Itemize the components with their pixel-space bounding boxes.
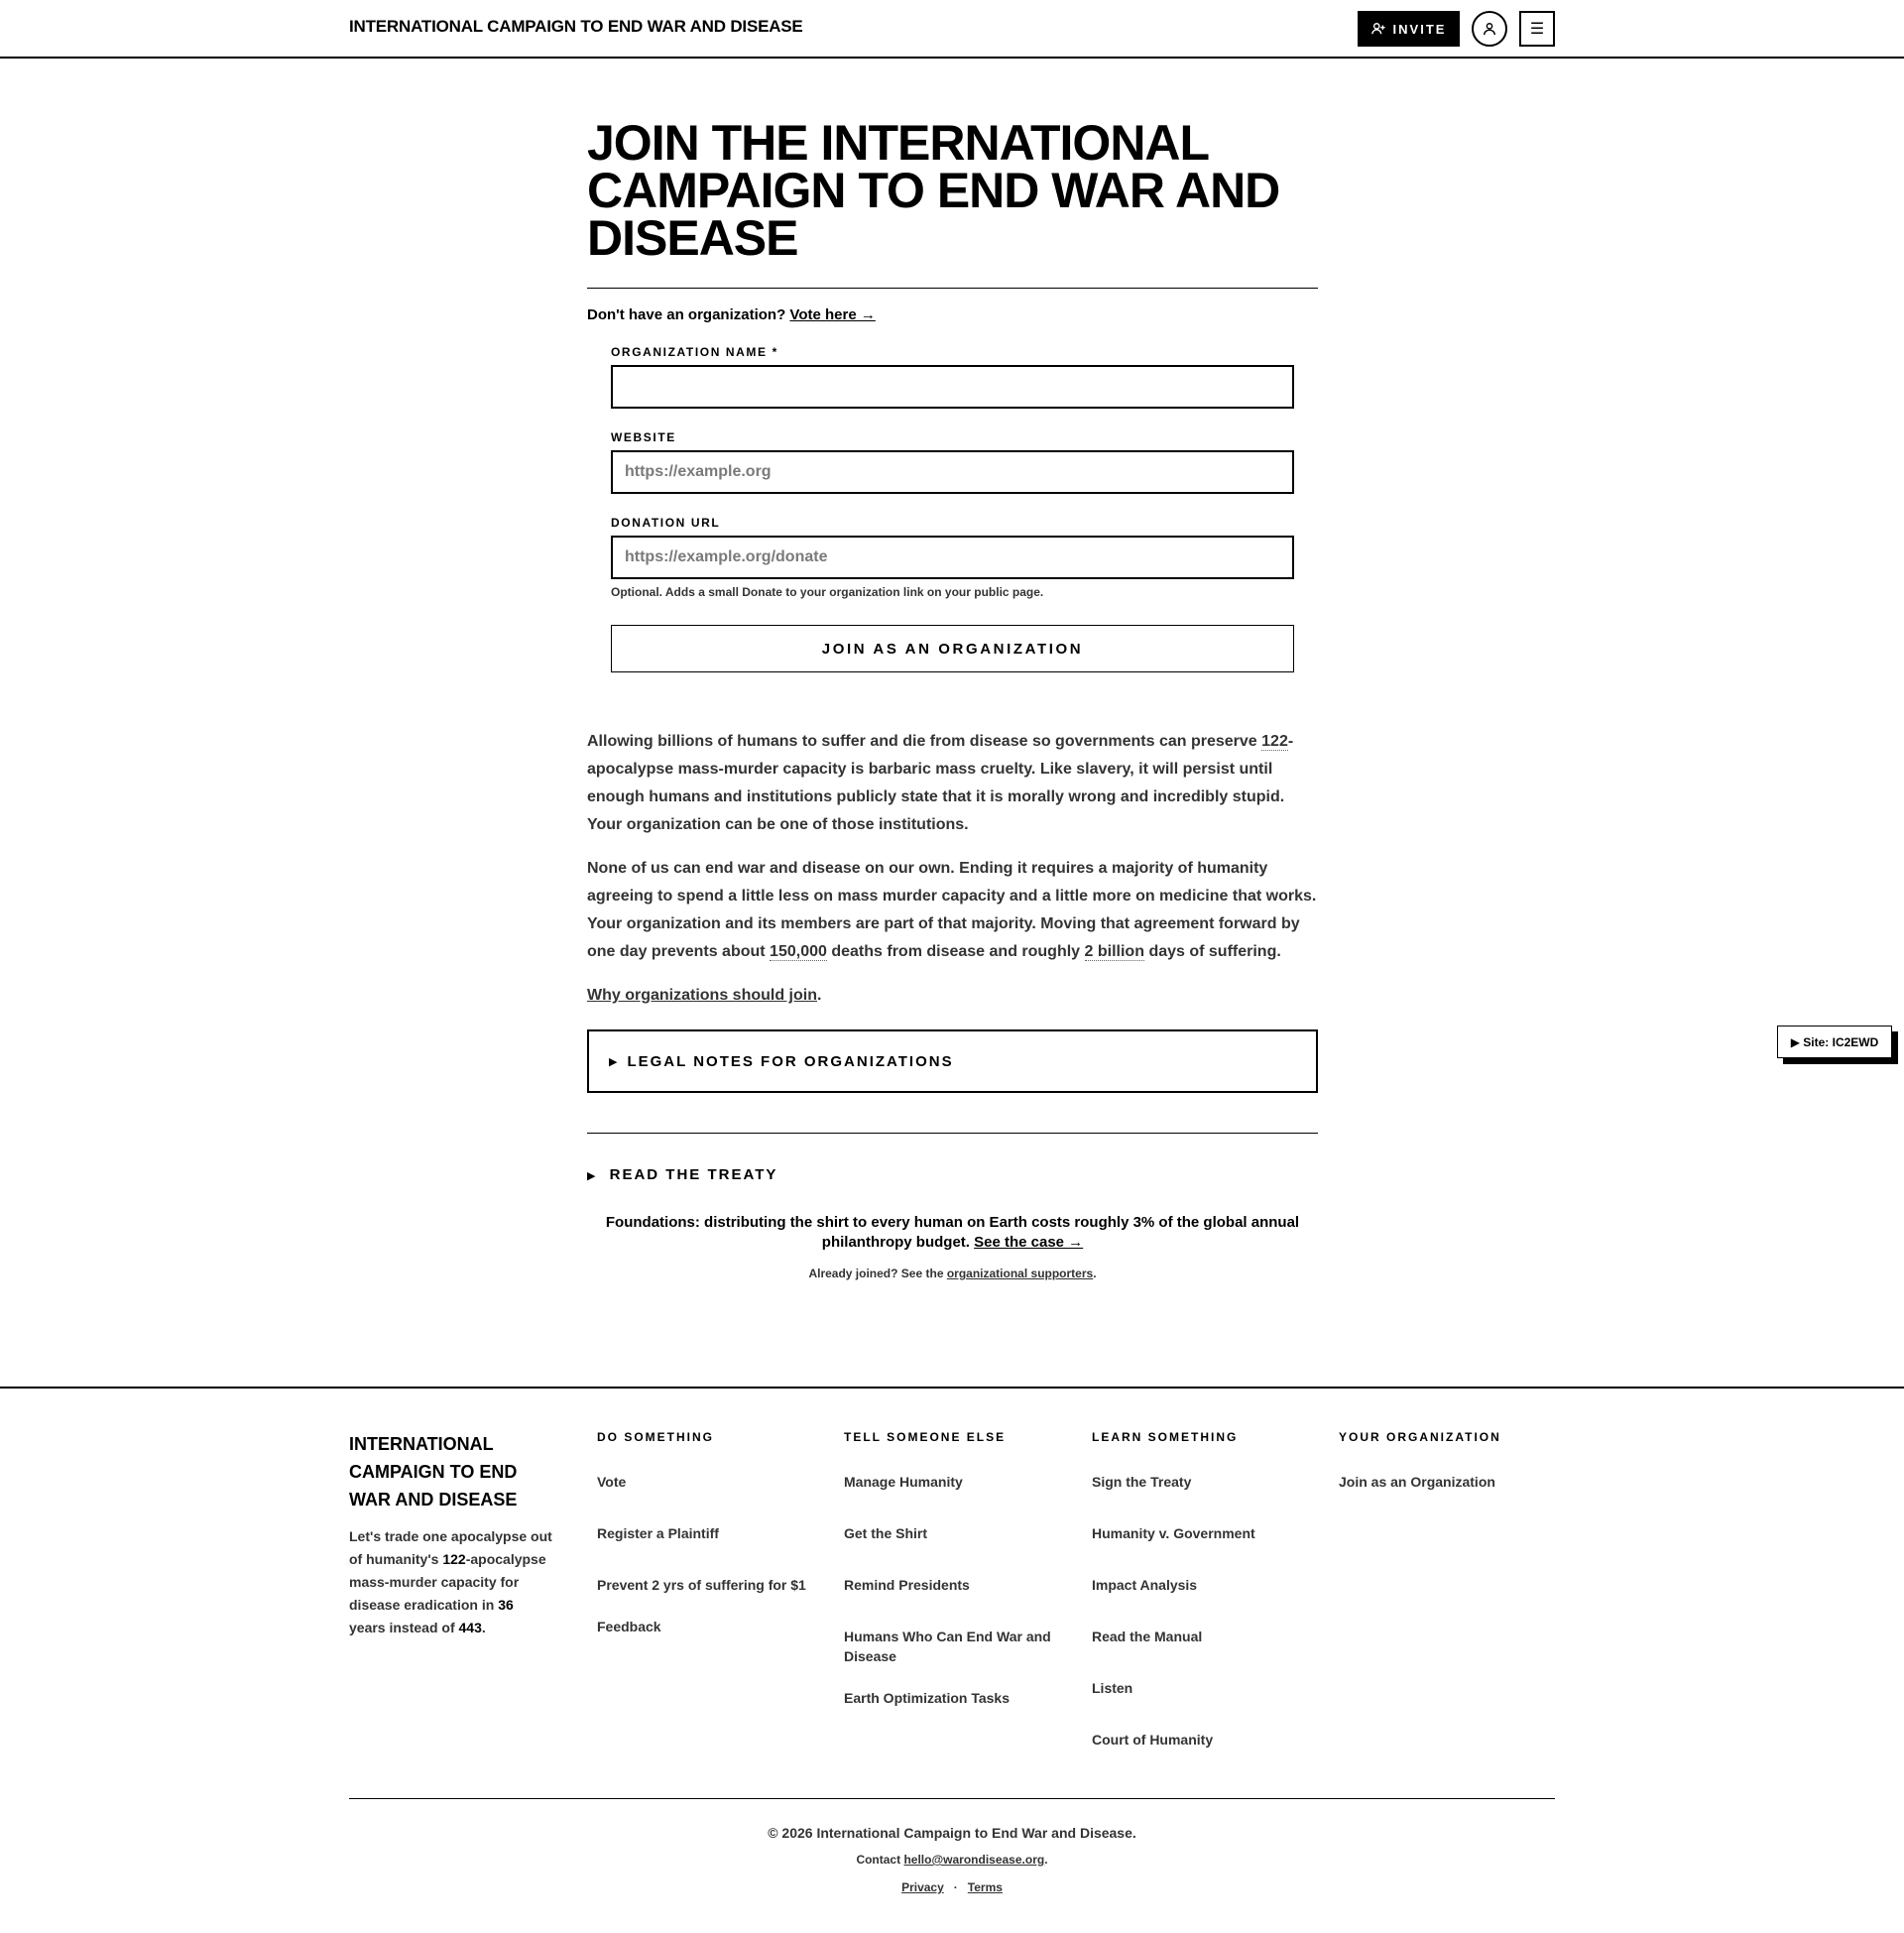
- footer-link-remind-presidents[interactable]: Remind Presidents: [844, 1577, 970, 1593]
- footer-link-sign-treaty[interactable]: Sign the Treaty: [1092, 1474, 1192, 1490]
- footer-divider: [349, 1798, 1555, 1799]
- p1-text-a: Allowing billions of humans to suffer and die from disease so governments can preserve: [587, 733, 1257, 750]
- footer-link-humans-who-can[interactable]: Humans Who Can End War and Disease: [844, 1629, 1051, 1664]
- join-as-organization-button[interactable]: JOIN AS AN ORGANIZATION: [611, 625, 1294, 672]
- legal-links: [0, 1880, 1904, 1894]
- site-header: [0, 0, 1904, 59]
- main-content: [587, 115, 1318, 1280]
- p2-text-a: None of us can end war and disease on our own. Ending it requires a majority of humanity agreeing to spend a little less on mass murder capacity and a little more on medicine that works. Your organization and its members are part of that majority. Moving that agreement forward by one day prevents about: [587, 860, 1317, 960]
- paragraph-2: [587, 855, 1318, 966]
- tagline-text-c: years instead of: [349, 1620, 455, 1635]
- org-name-input[interactable]: [611, 365, 1294, 409]
- explanation-text: [587, 728, 1318, 1010]
- separator: ·: [953, 1880, 958, 1894]
- invite-label: INVITE: [1392, 21, 1447, 37]
- triangle-right-icon: ▶: [587, 1170, 598, 1182]
- site-switcher-tab[interactable]: ▶ Site: IC2EWD: [1777, 1026, 1892, 1058]
- footer-heading: YOUR ORGANIZATION: [1339, 1430, 1501, 1444]
- donation-help-text: Optional. Adds a small Donate to your organization link on your public page.: [611, 585, 1044, 599]
- hamburger-icon: ☰: [1529, 21, 1545, 38]
- donation-url-input[interactable]: [611, 536, 1294, 579]
- footer-heading: LEARN SOMETHING: [1092, 1430, 1239, 1444]
- donation-field-group: [611, 516, 1294, 579]
- deaths-per-day: 150,000: [770, 943, 827, 960]
- footer-link-listen[interactable]: Listen: [1092, 1680, 1133, 1696]
- invite-button[interactable]: [1358, 11, 1460, 47]
- title-divider: [587, 288, 1318, 289]
- tagline-text-a: Let's trade one apocalypse out of humanity's: [349, 1528, 552, 1567]
- contact-email-link[interactable]: hello@warondisease.org: [903, 1853, 1045, 1867]
- see-the-case-link[interactable]: See the case →: [974, 1234, 1084, 1251]
- vote-here-link[interactable]: Vote here →: [789, 306, 876, 323]
- menu-button[interactable]: [1519, 11, 1555, 47]
- why-organizations-link[interactable]: Why organizations should join: [587, 987, 817, 1004]
- org-name-label: ORGANIZATION NAME *: [611, 345, 778, 359]
- footer-link-manage-humanity[interactable]: Manage Humanity: [844, 1474, 963, 1490]
- footer-column-tell-someone: [844, 1430, 1057, 1740]
- footer-column-learn-something: [1092, 1430, 1305, 1781]
- terms-link[interactable]: Terms: [967, 1880, 1003, 1894]
- already-joined-text: Already joined? See the: [808, 1267, 944, 1280]
- footer-column-do-something: [597, 1430, 810, 1668]
- site-footer: [0, 1387, 1904, 1933]
- footer-link-join-organization[interactable]: Join as an Organization: [1339, 1474, 1495, 1490]
- p2-text-b: deaths from disease and roughly: [831, 943, 1081, 960]
- website-input[interactable]: [611, 450, 1294, 494]
- foundations-text: Foundations: distributing the shirt to every human on Earth costs roughly 3% of the global annual philanthropy budget.: [605, 1214, 1300, 1251]
- add-user-icon: [1371, 22, 1385, 36]
- suffering-days: 2 billion: [1084, 943, 1144, 960]
- organizational-supporters-link[interactable]: organizational supporters: [946, 1267, 1094, 1280]
- donation-url-label: DONATION URL: [611, 516, 721, 530]
- already-joined-note: Already joined? See the organizational supporters.: [808, 1267, 1097, 1280]
- join-organization-form: [611, 345, 1294, 672]
- read-treaty-label: READ THE TREATY: [609, 1166, 778, 1183]
- footer-column-your-organization: [1339, 1430, 1552, 1523]
- no-org-prompt: [587, 306, 1318, 323]
- tagline-apocalypse-count: 122: [442, 1551, 466, 1567]
- page-title: JOIN THE INTERNATIONAL CAMPAIGN TO END WAR AND DISEASE: [587, 115, 1280, 266]
- footer-brand: INTERNATIONAL CAMPAIGN TO END WAR AND DISEASE: [349, 1434, 518, 1510]
- copyright: © 2026 International Campaign to End War and Disease.: [768, 1825, 1136, 1841]
- footer-link-vote[interactable]: Vote: [597, 1474, 627, 1490]
- footer-link-read-manual[interactable]: Read the Manual: [1092, 1629, 1203, 1644]
- footer-tagline: Let's trade one apocalypse out of humanity's 122-apocalypse mass-murder capacity for disease eradication in 36 years instead of 443.: [349, 1528, 552, 1635]
- footer-link-register-plaintiff[interactable]: Register a Plaintiff: [597, 1525, 719, 1541]
- no-org-text: Don't have an organization?: [587, 306, 786, 323]
- paragraph-3: Why organizations should join.: [587, 987, 822, 1004]
- apocalypse-count: 122: [1261, 733, 1288, 750]
- contact-line: Contact hello@warondisease.org.: [856, 1853, 1048, 1867]
- read-treaty-toggle[interactable]: [587, 1166, 1318, 1183]
- p1-text-b: -apocalypse mass-murder capacity is barbaric mass cruelty. Like slavery, it will persist until enough humans and institutions publicly state that it is morally wrong and incredibly stupid. Your organization can be one of those institutions.: [587, 733, 1294, 833]
- p2-text-c: days of suffering.: [1148, 943, 1281, 960]
- tagline-text-b: -apocalypse mass-murder capacity for disease eradication in: [349, 1551, 546, 1613]
- privacy-link[interactable]: Privacy: [901, 1880, 944, 1894]
- paragraph-1: [587, 728, 1318, 839]
- legal-notes-label: LEGAL NOTES FOR ORGANIZATIONS: [627, 1052, 954, 1070]
- section-divider: [587, 1133, 1318, 1134]
- contact-text: Contact: [856, 1853, 901, 1867]
- tagline-years-long: 443: [458, 1620, 482, 1635]
- footer-link-feedback[interactable]: Feedback: [597, 1619, 661, 1634]
- foundations-note: [587, 1213, 1318, 1253]
- legal-notes-toggle[interactable]: [587, 1029, 1318, 1093]
- brand-link[interactable]: INTERNATIONAL CAMPAIGN TO END WAR AND DISEASE: [349, 17, 803, 36]
- profile-button[interactable]: [1472, 11, 1507, 47]
- footer-heading: DO SOMETHING: [597, 1430, 715, 1444]
- footer-heading: TELL SOMEONE ELSE: [844, 1430, 1007, 1444]
- user-icon: [1483, 22, 1496, 36]
- footer-link-impact-analysis[interactable]: Impact Analysis: [1092, 1577, 1198, 1593]
- triangle-right-icon: ▶: [609, 1055, 620, 1068]
- website-label: WEBSITE: [611, 430, 676, 444]
- footer-link-court-of-humanity[interactable]: Court of Humanity: [1092, 1732, 1214, 1748]
- tagline-years-short: 36: [498, 1597, 514, 1613]
- footer-link-get-shirt[interactable]: Get the Shirt: [844, 1525, 928, 1541]
- website-field-group: [611, 430, 1294, 494]
- org-name-field-group: [611, 345, 1294, 409]
- footer-link-prevent-suffering[interactable]: Prevent 2 yrs of suffering for $1: [597, 1577, 806, 1593]
- footer-link-earth-optimization[interactable]: Earth Optimization Tasks: [844, 1690, 1010, 1706]
- footer-link-humanity-v-government[interactable]: Humanity v. Government: [1092, 1525, 1255, 1541]
